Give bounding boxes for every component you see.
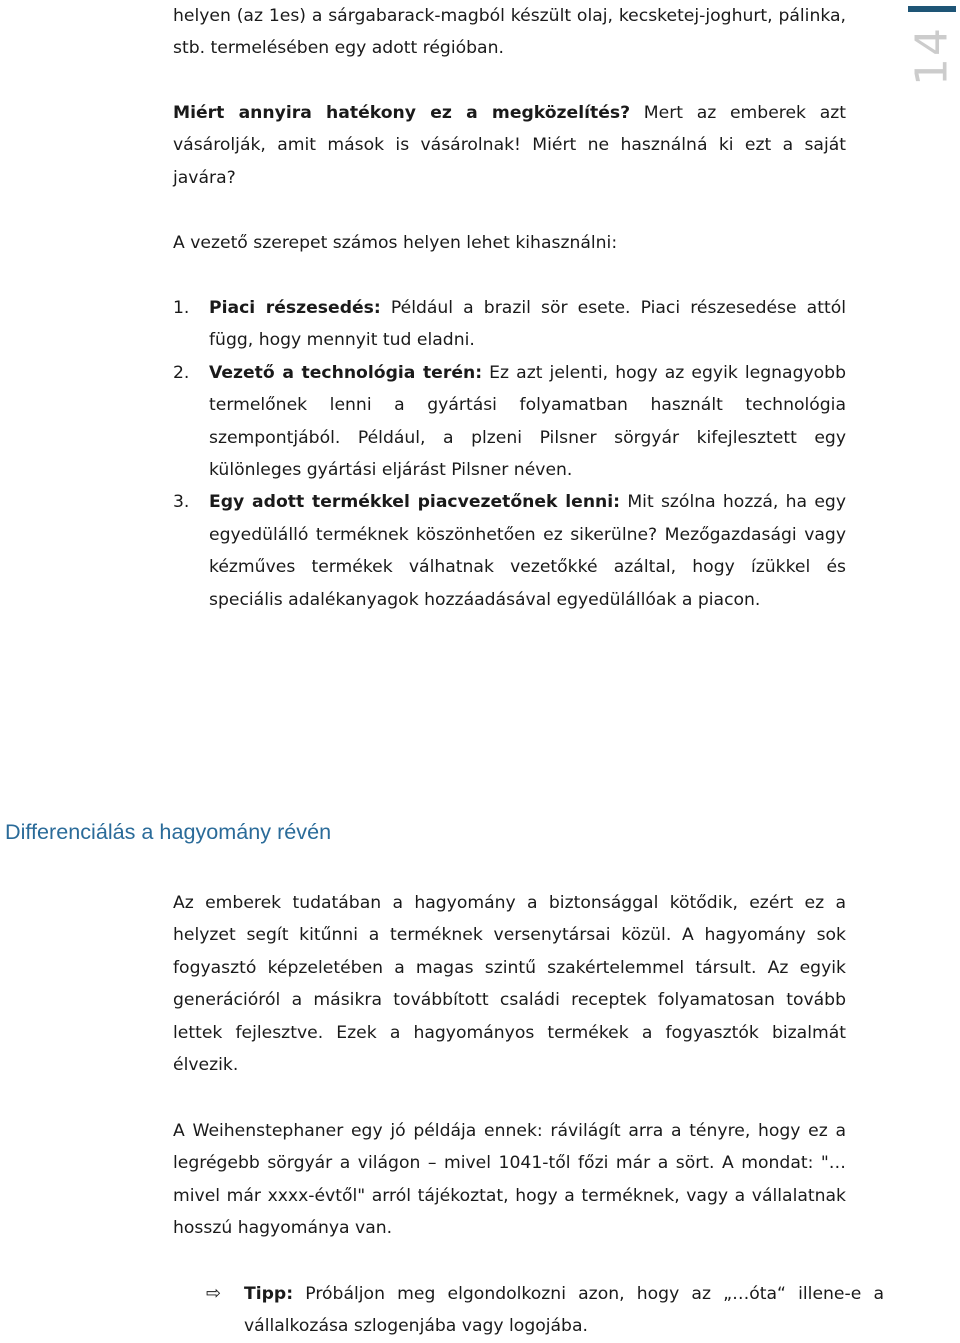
leader-list: [173, 292, 846, 616]
leader-intro: A vezető szerepet számos helyen lehet kihasználni:: [173, 233, 618, 253]
page-number: [908, 6, 956, 100]
why-paragraph: [173, 97, 846, 194]
weihenstephaner-paragraph: A Weihenstephaner egy jó példája ennek: rávilágít arra a tényre, hogy ez a legrégebb sörgyár a világon – mivel 1041-től főzi már a sört. A mondat: "…mivel már xxxx-évtől" arról tájékoztat, hogy a terméknek, vagy a vállalatnak hosszú hagyománya van.: [173, 1121, 846, 1239]
list-item-text: Mit szólna hozzá, ha egy egyedülálló terméknek köszönhetően ez sikerülne? Mezőgazdasági vagy kézműves termékek válhatnak vezetőkké azáltal, hogy ízükkel és speciális adalékanyagok hozzáadásával egyedülállóak a piacon.: [209, 492, 846, 610]
why-question: Miért annyira hatékony ez a megközelítés?: [173, 103, 631, 123]
list-number: 3.: [173, 492, 190, 513]
list-item-title: Egy adott termékkel piacvezetőnek lenni:: [209, 492, 621, 513]
page-number-text: 14: [906, 26, 958, 86]
list-item-title: Piaci részesedés:: [209, 298, 381, 318]
list-item: [173, 292, 846, 357]
list-number: 2.: [173, 362, 190, 383]
section-heading: Differenciálás a hagyomány révén: [5, 819, 332, 844]
list-item-text: Ez azt jelenti, hogy az egyik legnagyobb termelőnek lenni a gyártási folyamatban használt technológia szempontjából. Például, a plzeni Pilsner sörgyár kifejlesztett egy különleges gyártási eljárást Pilsner néven.: [209, 362, 846, 481]
tip-text: Próbáljon meg elgondolkozni azon, hogy az „…óta“ illene-e a vállalkozása szlogenjába vagy logojába.: [244, 1284, 884, 1337]
arrow-icon: ⇨: [206, 1283, 222, 1304]
tradition-paragraph: Az emberek tudatában a hagyomány a biztonsággal kötődik, ezért ez a helyzet segít kitűnni a terméknek versenytársai közül. A hagyomány sok fogyasztó képzeletében a magas szintű szakértelemmel társult. Az egyik generációról a másikra továbbított családi receptek folyamatosan tovább lettek fejlesztve. Ezek a hagyományos termékek a fogyasztók bizalmát élvezik.: [173, 893, 846, 1076]
why-answer: Mert az emberek azt vásárolják, amit mások is vásárolnak! Miért ne használná ki ezt a saját javára?: [173, 103, 846, 188]
list-number: 1.: [173, 298, 190, 318]
intro-paragraph: helyen (az 1es) a sárgabarack-magból készült olaj, kecsketej-joghurt, pálinka, stb. termelésében egy adott régióban.: [173, 6, 846, 59]
tip-label: Tipp:: [244, 1284, 294, 1304]
list-item-title: Vezető a technológia terén:: [209, 362, 483, 383]
tip-box: [206, 1278, 884, 1343]
list-item-text: Például a brazil sör esete. Piaci részesedése attól függ, hogy mennyit tud eladni.: [209, 298, 846, 351]
list-item: [173, 357, 846, 487]
list-item: [173, 486, 846, 616]
